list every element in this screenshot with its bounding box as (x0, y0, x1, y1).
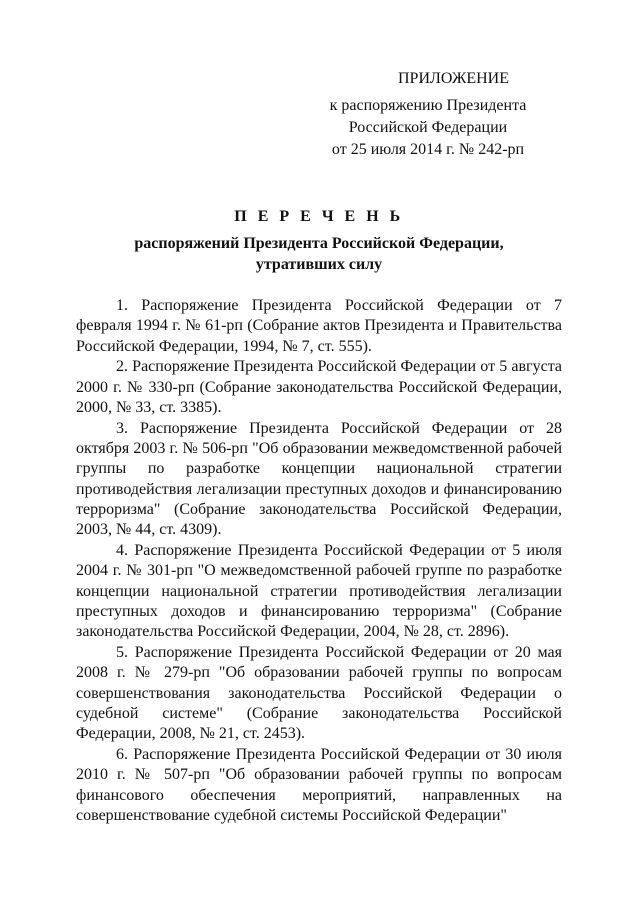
list-item-1: 1. Распоряжение Президента Российской Федерации от 7 февраля 1994 г. № 61-рп (Собрание актов Президента и Правительства Российской Федерации, 1994, № 7, ст. 555). (76, 297, 562, 355)
appendix-line-1: к распоряжению Президента (329, 97, 527, 114)
heading-title: П Е Р Е Ч Е Н Ь (234, 208, 404, 225)
list-item-5: 5. Распоряжение Президента Российской Федерации от 20 мая 2008 г. № 279-рп "Об образовании рабочей группы по вопросам совершенствования законодательства Российской Федерации о судебной системе" (Собрание законодательства Российской Федерации, 2008, № 21, ст. 2453). (76, 644, 562, 743)
list-item-2: 2. Распоряжение Президента Российской Федерации от 5 августа 2000 г. № 330-рп (Собрание законодательства Российской Федерации, 2000, № 33, ст. 3385). (76, 358, 562, 416)
heading-subtitle-line-1: распоряжений Президента Российской Федерации, (134, 235, 504, 252)
appendix-block (300, 68, 620, 161)
items-list (76, 296, 562, 827)
heading-subtitle-line-2: утративших силу (255, 256, 383, 273)
heading-subtitle (76, 233, 562, 275)
list-item-3: 3. Распоряжение Президента Российской Федерации от 28 октября 2003 г. № 506-рп "Об образовании межведомственной рабочей группы по разработке концепции национальной стратегии противодействия легализации преступных доходов и финансированию терроризма" (Собрание законодательства Российской Федерации, 2003, № 44, ст. 4309). (76, 419, 562, 539)
appendix-line-3: от 25 июля 2014 г. № 242-рп (331, 141, 525, 158)
appendix-title: ПРИЛОЖЕНИЕ (398, 70, 510, 87)
list-item-6: 6. Распоряжение Президента Российской Федерации от 30 июля 2010 г. № 507-рп "Об образовании рабочей группы по вопросам финансового обеспечения мероприятий, направленных на совершенствование судебной системы Российской Федерации" (76, 746, 562, 824)
list-item-4: 4. Распоряжение Президента Российской Федерации от 5 июля 2004 г. № 301-рп "О межведомственной рабочей группе по разработке концепции национальной стратегии противодействия легализации преступных доходов и финансированию терроризма" (Собрание законодательства Российской Федерации, 2004, № 28, ст. 2896). (76, 542, 562, 641)
appendix-line-2: Российской Федерации (348, 119, 508, 136)
